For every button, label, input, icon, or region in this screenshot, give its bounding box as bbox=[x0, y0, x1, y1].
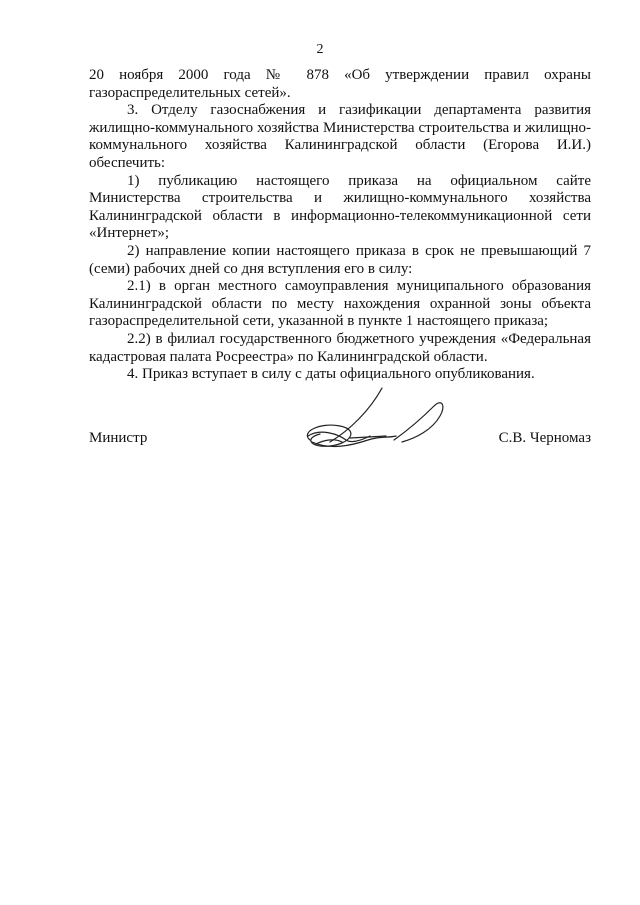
paragraph-item-3-1: 1) публикацию настоящего приказа на официальном сайте Министерства строительства и жилищно-коммунального хозяйства Калининградской области в информационно-телекоммуникационной сети «Интернет»; bbox=[89, 172, 591, 242]
document-body bbox=[89, 67, 591, 384]
paragraph-continuation: 20 ноября 2000 года № 878 «Об утверждении правил охраны газораспределительных сетей». bbox=[89, 67, 591, 101]
paragraph-item-4: 4. Приказ вступает в силу с даты официального опубликования. bbox=[127, 366, 535, 383]
handwritten-signature bbox=[290, 380, 450, 470]
paragraph-item-2-1: 2.1) в орган местного самоуправления муниципального образования Калининградской области по месту нахождения охранной зоны объекта газораспределительной сети, указанной в пункте 1 настоящего приказа; bbox=[89, 278, 591, 330]
signature-row bbox=[89, 430, 591, 450]
paragraph-item-3-2: 2) направление копии настоящего приказа в срок не превышающий 7 (семи) рабочих дней со дня вступления его в силу: bbox=[89, 242, 591, 277]
signatory-title: Министр bbox=[89, 430, 148, 446]
paragraph-item-2-2: 2.2) в филиал государственного бюджетного учреждения «Федеральная кадастровая палата Росреестра» по Калининградской области. bbox=[89, 330, 591, 365]
signatory-name: С.В. Черномаз bbox=[498, 430, 591, 446]
page-number: 2 bbox=[316, 42, 324, 57]
paragraph-item-3: 3. Отделу газоснабжения и газификации департамента развития жилищно-коммунального хозяйства Министерства строительства и жилищно-коммунального хозяйства Калининградской области (Егорова И.И.) обеспечить: bbox=[89, 102, 591, 171]
